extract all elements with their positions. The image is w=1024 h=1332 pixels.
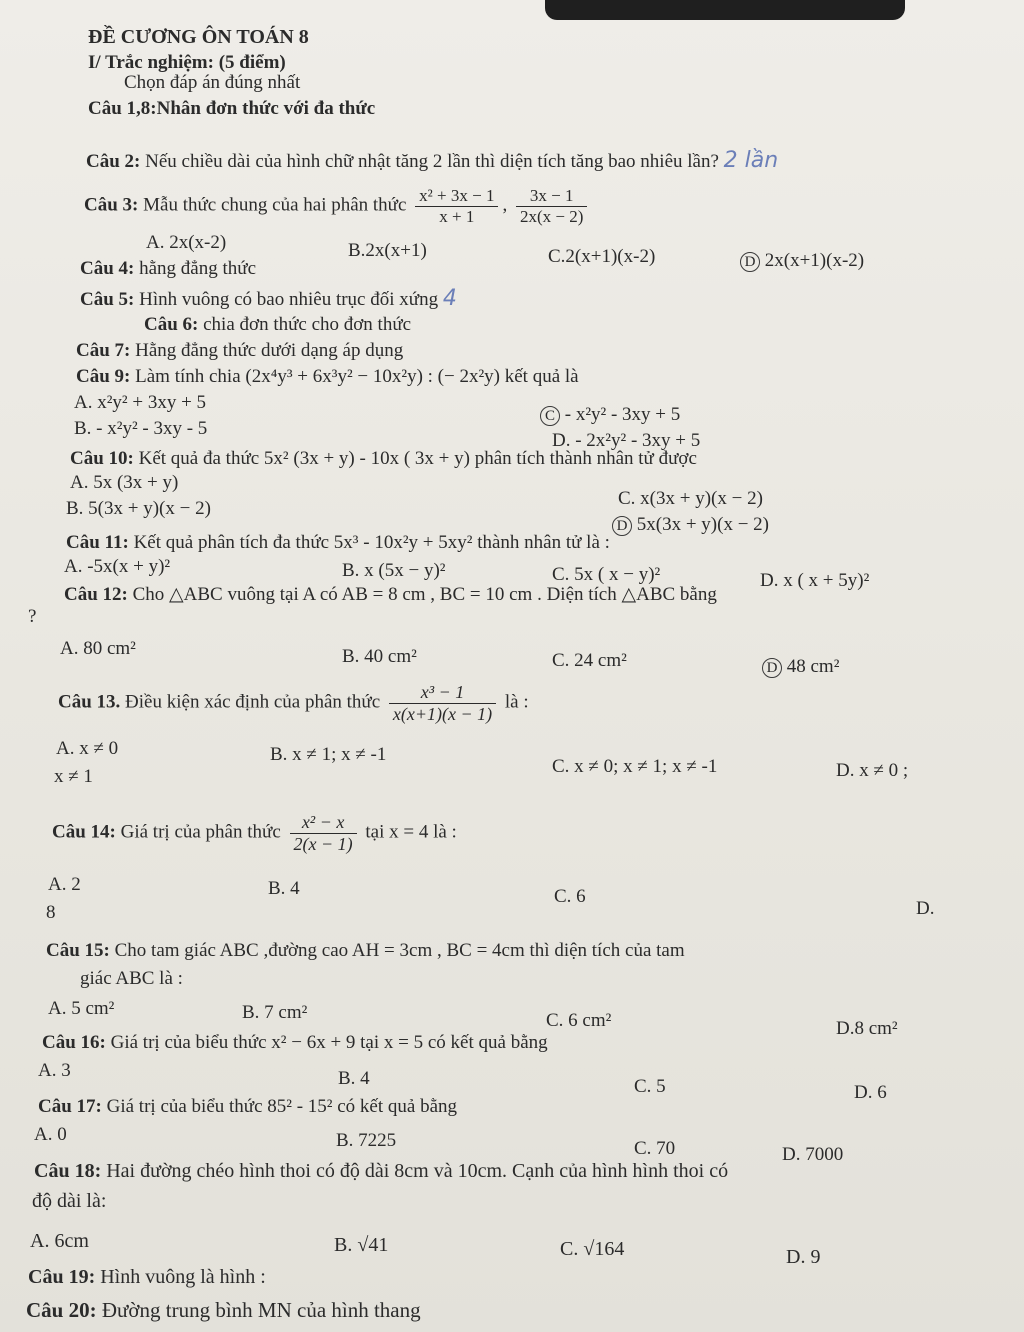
q16-option-a: A. 3 [38,1060,71,1081]
question-15 [46,940,685,962]
q16-option-d: D. 6 [854,1082,887,1103]
q14-tail: tại x = 4 là : [365,821,457,843]
q14-text: Giá trị của phân thức [120,821,281,843]
q13-denominator: x(x+1)(x − 1) [392,703,493,724]
q10-text: Kết quả đa thức 5x² (3x + y) - 10x ( 3x + y) phân tích thành nhân tử được [138,448,697,469]
q10-option-d [612,514,769,536]
q14-fraction [290,812,357,854]
q3-fraction-2 [516,186,587,226]
q3-f1-denominator: x + 1 [439,206,475,226]
q17-option-b: B. 7225 [336,1130,397,1151]
q2-handwritten-answer: 2 lần [723,148,779,173]
q18-option-b: B. √41 [334,1234,389,1256]
q3-text: Mẫu thức chung của hai phân thức [143,194,407,216]
q13-text: Điều kiện xác định của phân thức [125,691,381,713]
q9-text: Làm tính chia (2x⁴y³ + 6x³y² − 10x²y) : (− 2x²y) kết quả là [135,366,579,387]
q9-option-c [540,404,680,426]
q16-option-b: B. 4 [338,1068,370,1089]
question-2 [86,148,778,173]
q3-option-b: B.2x(x+1) [348,240,427,261]
q15-text-line2: giác ABC là : [80,968,183,989]
section-heading: I/ Trắc nghiệm: (5 điểm) [88,52,286,73]
q16-option-c: C. 5 [634,1076,666,1097]
q19-text: Hình vuông là hình : [100,1266,266,1288]
q15-text: Cho tam giác ABC ,đường cao AH = 3cm , BC = 4cm thì diện tích của tam [114,940,685,961]
q12-label: Câu 12: [64,584,128,605]
question-14 [52,812,457,854]
q20-text: Đường trung bình MN của hình thang [101,1298,421,1322]
q11-option-a: A. -5x(x + y)² [64,556,171,577]
q10-option-b: B. 5(3x + y)(x − 2) [66,498,211,519]
question-4 [80,258,256,280]
q3-f2-denominator: 2x(x − 2) [519,206,584,226]
q4-label: Câu 4: [80,258,135,279]
q13-option-c: C. x ≠ 0; x ≠ 1; x ≠ -1 [552,756,718,777]
q12-text: Cho △ABC vuông tại A có AB = 8 cm , BC = 10 cm . Diện tích △ABC bằng [132,584,717,605]
question-17 [38,1096,457,1118]
q13-numerator: x³ − 1 [389,682,496,704]
q7-text: Hằng đẳng thức dưới dạng áp dụng [135,340,404,361]
q6-text: chia đơn thức cho đơn thức [203,314,412,335]
q18-option-d: D. 9 [786,1246,821,1268]
q10-option-d-text: 5x(3x + y)(x − 2) [636,514,769,535]
q17-option-c: C. 70 [634,1138,676,1159]
q18-text-line2: độ dài là: [32,1190,107,1212]
q4-text: hằng đẳng thức [139,258,257,279]
q5-handwritten-answer: 4 [442,286,457,311]
q9-option-b: B. - x²y² - 3xy - 5 [74,418,208,439]
q14-option-a-line2: 8 [46,902,56,923]
q14-denominator: 2(x − 1) [293,833,353,854]
q9-option-c-text: - x²y² - 3xy + 5 [564,404,681,425]
q14-option-c: C. 6 [554,886,586,907]
question-7 [76,340,403,362]
question-11 [66,532,610,554]
q13-tail: là : [504,691,529,713]
q16-text: Giá trị của biểu thức x² − 6x + 9 tại x = 5 có kết quả bằng [110,1032,548,1053]
q5-label: Câu 5: [80,289,135,310]
instruction: Chọn đáp án đúng nhất [124,72,301,93]
q10-label: Câu 10: [70,448,134,469]
q15-option-a: A. 5 cm² [48,998,115,1019]
q14-option-b: B. 4 [268,878,300,899]
q17-option-d: D. 7000 [782,1144,844,1165]
q13-option-a: A. x ≠ 0 [56,738,119,759]
q13-option-d: D. x ≠ 0 ; [836,760,909,781]
q9-option-d: D. - 2x²y² - 3xy + 5 [552,430,701,451]
question-1: Câu 1,8:Nhân đơn thức với đa thức [88,98,376,119]
q15-option-b: B. 7 cm² [242,1002,308,1023]
q18-label: Câu 18: [34,1160,102,1182]
q3-option-c: C.2(x+1)(x-2) [548,246,656,267]
q11-text: Kết quả phân tích đa thức 5x³ - 10x²y + 5xy² thành nhân tử là : [133,532,610,553]
q18-option-c: C. √164 [560,1238,625,1260]
question-6 [144,314,411,336]
question-10 [70,448,697,470]
question-20 [26,1298,421,1322]
q11-option-c: C. 5x ( x − y)² [552,564,661,585]
q3-option-d [740,250,864,272]
q3-d-circle-mark: D [740,252,760,272]
q12-option-c: C. 24 cm² [552,650,627,671]
q14-numerator: x² − x [290,812,357,834]
q17-text: Giá trị của biểu thức 85² - 15² có kết quả bằng [106,1096,458,1117]
q15-label: Câu 15: [46,940,110,961]
q19-label: Câu 19: [28,1266,96,1288]
q13-fraction [389,682,496,724]
question-12 [64,584,717,606]
question-19 [28,1266,266,1289]
q11-option-b: B. x (5x − y)² [342,560,446,581]
q14-option-d: D. [916,898,935,919]
q12-option-d-text: 48 cm² [786,656,840,677]
q2-label: Câu 2: [86,151,141,172]
question-9 [76,366,579,388]
q9-c-circle-mark: C [540,406,560,426]
q13-option-b: B. x ≠ 1; x ≠ -1 [270,744,387,765]
q10-option-a: A. 5x (3x + y) [70,472,179,493]
q13-label: Câu 13. [58,691,121,713]
q10-d-circle-mark: D [612,516,632,536]
q18-option-a: A. 6cm [30,1230,89,1252]
page-title: ĐỀ CƯƠNG ÔN TOÁN 8 [88,26,309,48]
question-18 [34,1160,728,1183]
question-3: Câu 3: Mẫu thức chung của hai phân thức $\frac{\text{x² + 3x − 1}}{x + 1}$ , $\frac{3x - 1}{2x(x - 2)}$ [84,186,591,226]
q12-d-circle-mark: D [762,658,782,678]
question-16 [42,1032,548,1054]
q13-option-a-line2: x ≠ 1 [54,766,93,787]
q3-fraction-1 [415,186,498,226]
q3-option-a: A. 2x(x-2) [146,232,227,253]
question-13 [58,682,529,724]
q14-label: Câu 14: [52,821,116,843]
q9-option-a: A. x²y² + 3xy + 5 [74,392,207,413]
q15-option-c: C. 6 cm² [546,1010,612,1031]
q3-f1-numerator: x² + 3x − 1 [415,186,498,207]
q11-option-d: D. x ( x + 5y)² [760,570,870,591]
q3-label: Câu 3: [84,194,139,216]
q2-text: Nếu chiều dài của hình chữ nhật tăng 2 lần thì diện tích tăng bao nhiêu lần? [145,151,719,172]
q11-label: Câu 11: [66,532,129,553]
q5-text: Hình vuông có bao nhiêu trục đối xứng [139,289,439,310]
q7-label: Câu 7: [76,340,131,361]
q12-option-d [762,656,839,678]
q16-label: Câu 16: [42,1032,106,1053]
q12-option-a: A. 80 cm² [60,638,136,659]
question-5 [80,286,457,311]
q17-option-a: A. 0 [34,1124,67,1145]
q12-question-mark: ? [28,606,37,627]
q10-option-c: C. x(3x + y)(x − 2) [618,488,763,509]
q17-label: Câu 17: [38,1096,102,1117]
binder-clip [545,0,905,20]
q6-label: Câu 6: [144,314,199,335]
q14-option-a: A. 2 [48,874,81,895]
q20-label: Câu 20: [26,1298,97,1322]
q12-option-b: B. 40 cm² [342,646,417,667]
q15-option-d: D.8 cm² [836,1018,898,1039]
q3-option-d-text: 2x(x+1)(x-2) [764,250,865,271]
q9-label: Câu 9: [76,366,131,387]
q3-f2-numerator: 3x − 1 [516,186,587,207]
q18-text: Hai đường chéo hình thoi có độ dài 8cm và 10cm. Cạnh của hình hình thoi có [106,1160,729,1182]
